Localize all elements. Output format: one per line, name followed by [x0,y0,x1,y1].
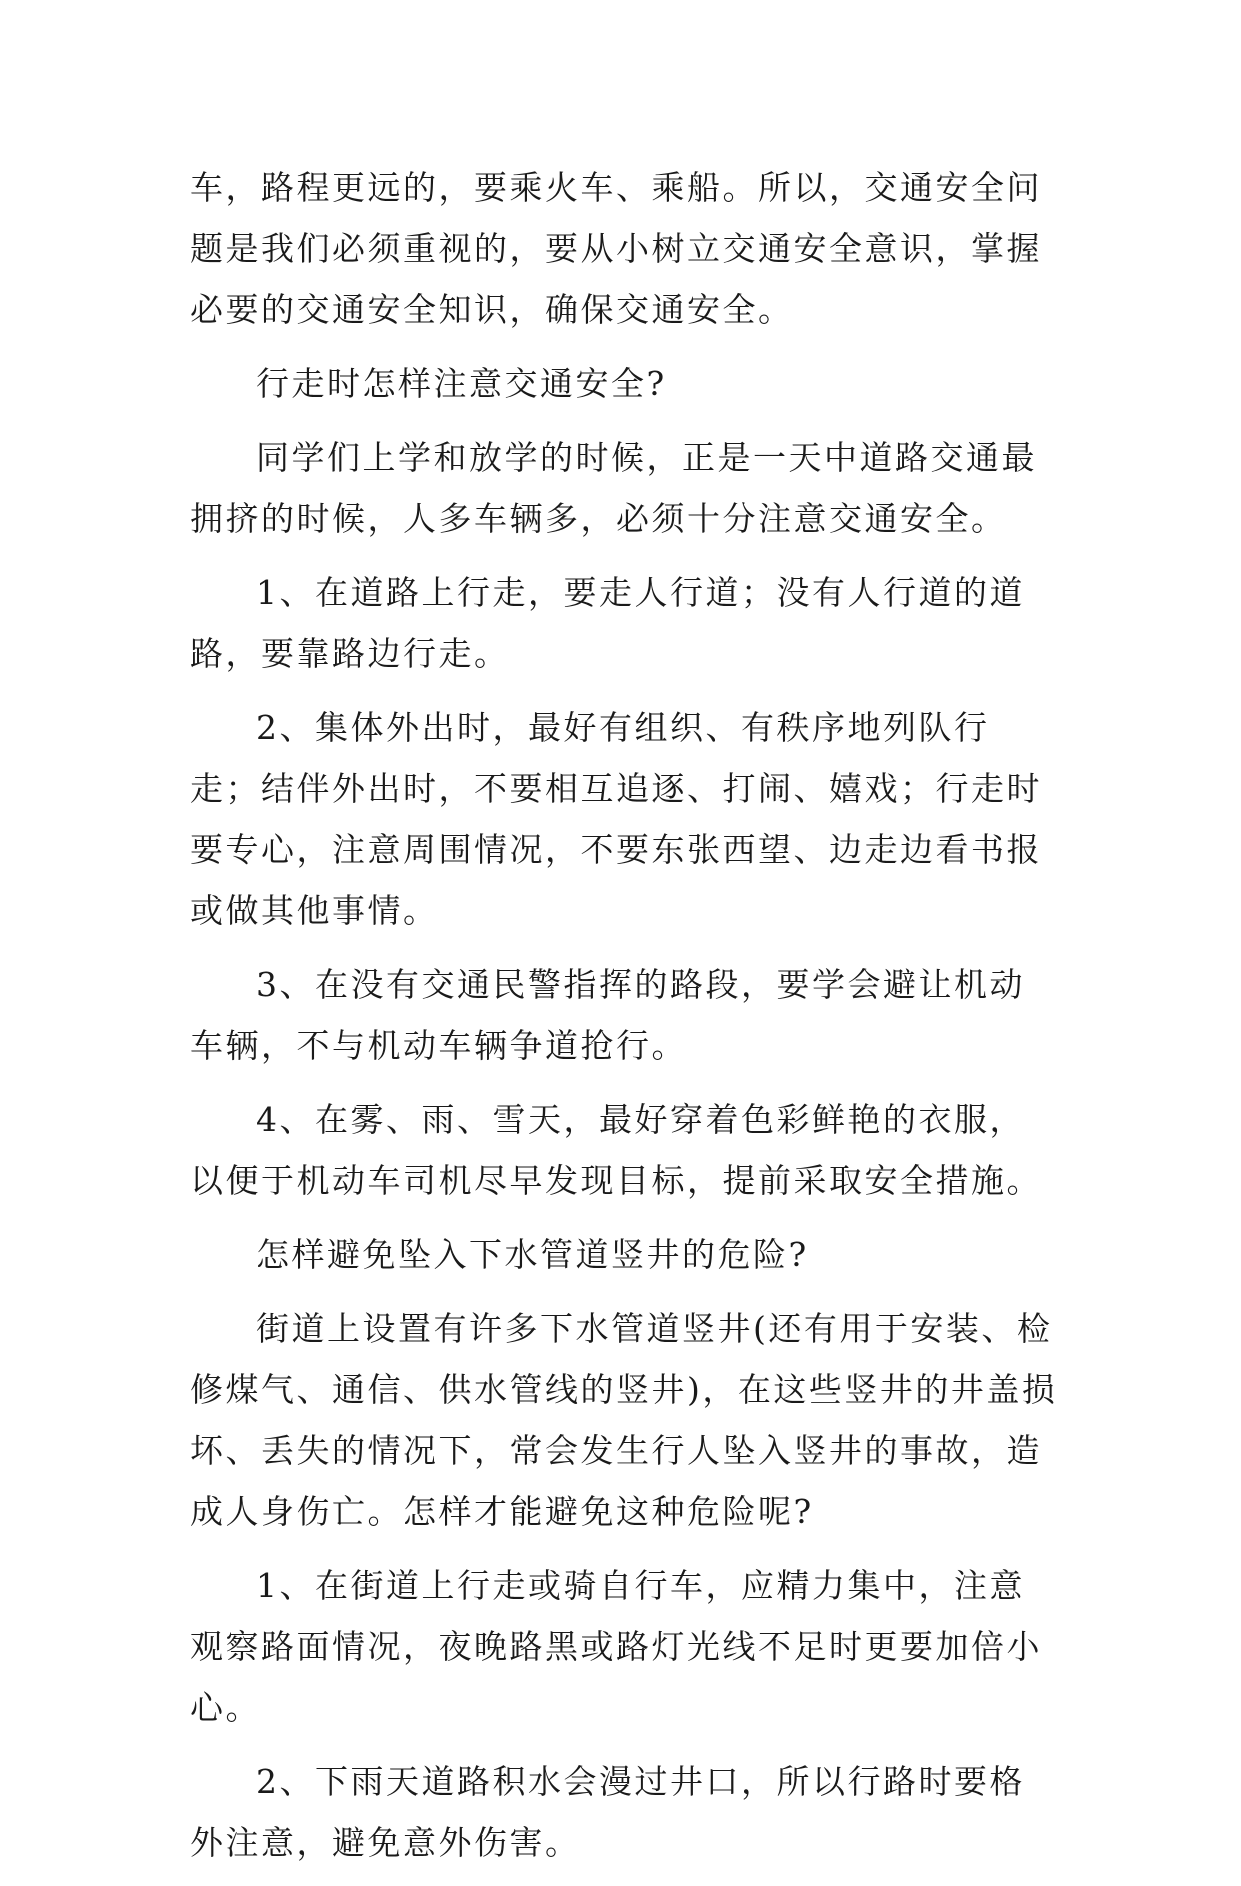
walking-tip-3: 3、在没有交通民警指挥的路段，要学会避让机动车辆，不与机动车辆争道抢行。 [190,965,1025,1065]
walking-tip-1: 1、在道路上行走，要走人行道；没有人行道的道路，要靠路边行走。 [190,573,1025,673]
manhole-tip-2: 2、下雨天道路积水会漫过井口，所以行路时要格外注意，避免意外伤害。 [190,1762,1025,1862]
heading-walking-safety: 行走时怎样注意交通安全? [256,364,667,403]
document-body [190,157,1058,1886]
paragraph-continuation: 车，路程更远的，要乘火车、乘船。所以，交通安全问题是我们必须重视的，要从小树立交通安全意识，掌握必要的交通安全知识，确保交通安全。 [190,168,1042,329]
paragraph-rush-hour: 同学们上学和放学的时候，正是一天中道路交通最拥挤的时候，人多车辆多，必须十分注意交通安全。 [190,438,1037,538]
heading-manhole-safety: 怎样避免坠入下水管道竖井的危险? [256,1235,809,1274]
manhole-tip-1: 1、在街道上行走或骑自行车，应精力集中，注意观察路面情况，夜晚路黑或路灯光线不足时更要加倍小心。 [190,1566,1042,1727]
walking-tip-4: 4、在雾、雨、雪天，最好穿着色彩鲜艳的衣服，以便于机动车司机尽早发现目标，提前采取安全措施。 [190,1100,1042,1200]
paragraph-manhole-intro: 街道上设置有许多下水管道竖井(还有用于安装、检修煤气、通信、供水管线的竖井)，在这些竖井的井盖损坏、丢失的情况下，常会发生行人坠入竖井的事故，造成人身伤亡。怎样才能避免这种危险呢? [190,1309,1058,1531]
walking-tip-2: 2、集体外出时，最好有组织、有秩序地列队行走；结伴外出时，不要相互追逐、打闹、嬉戏；行走时要专心，注意周围情况，不要东张西望、边走边看书报或做其他事情。 [190,708,1042,930]
